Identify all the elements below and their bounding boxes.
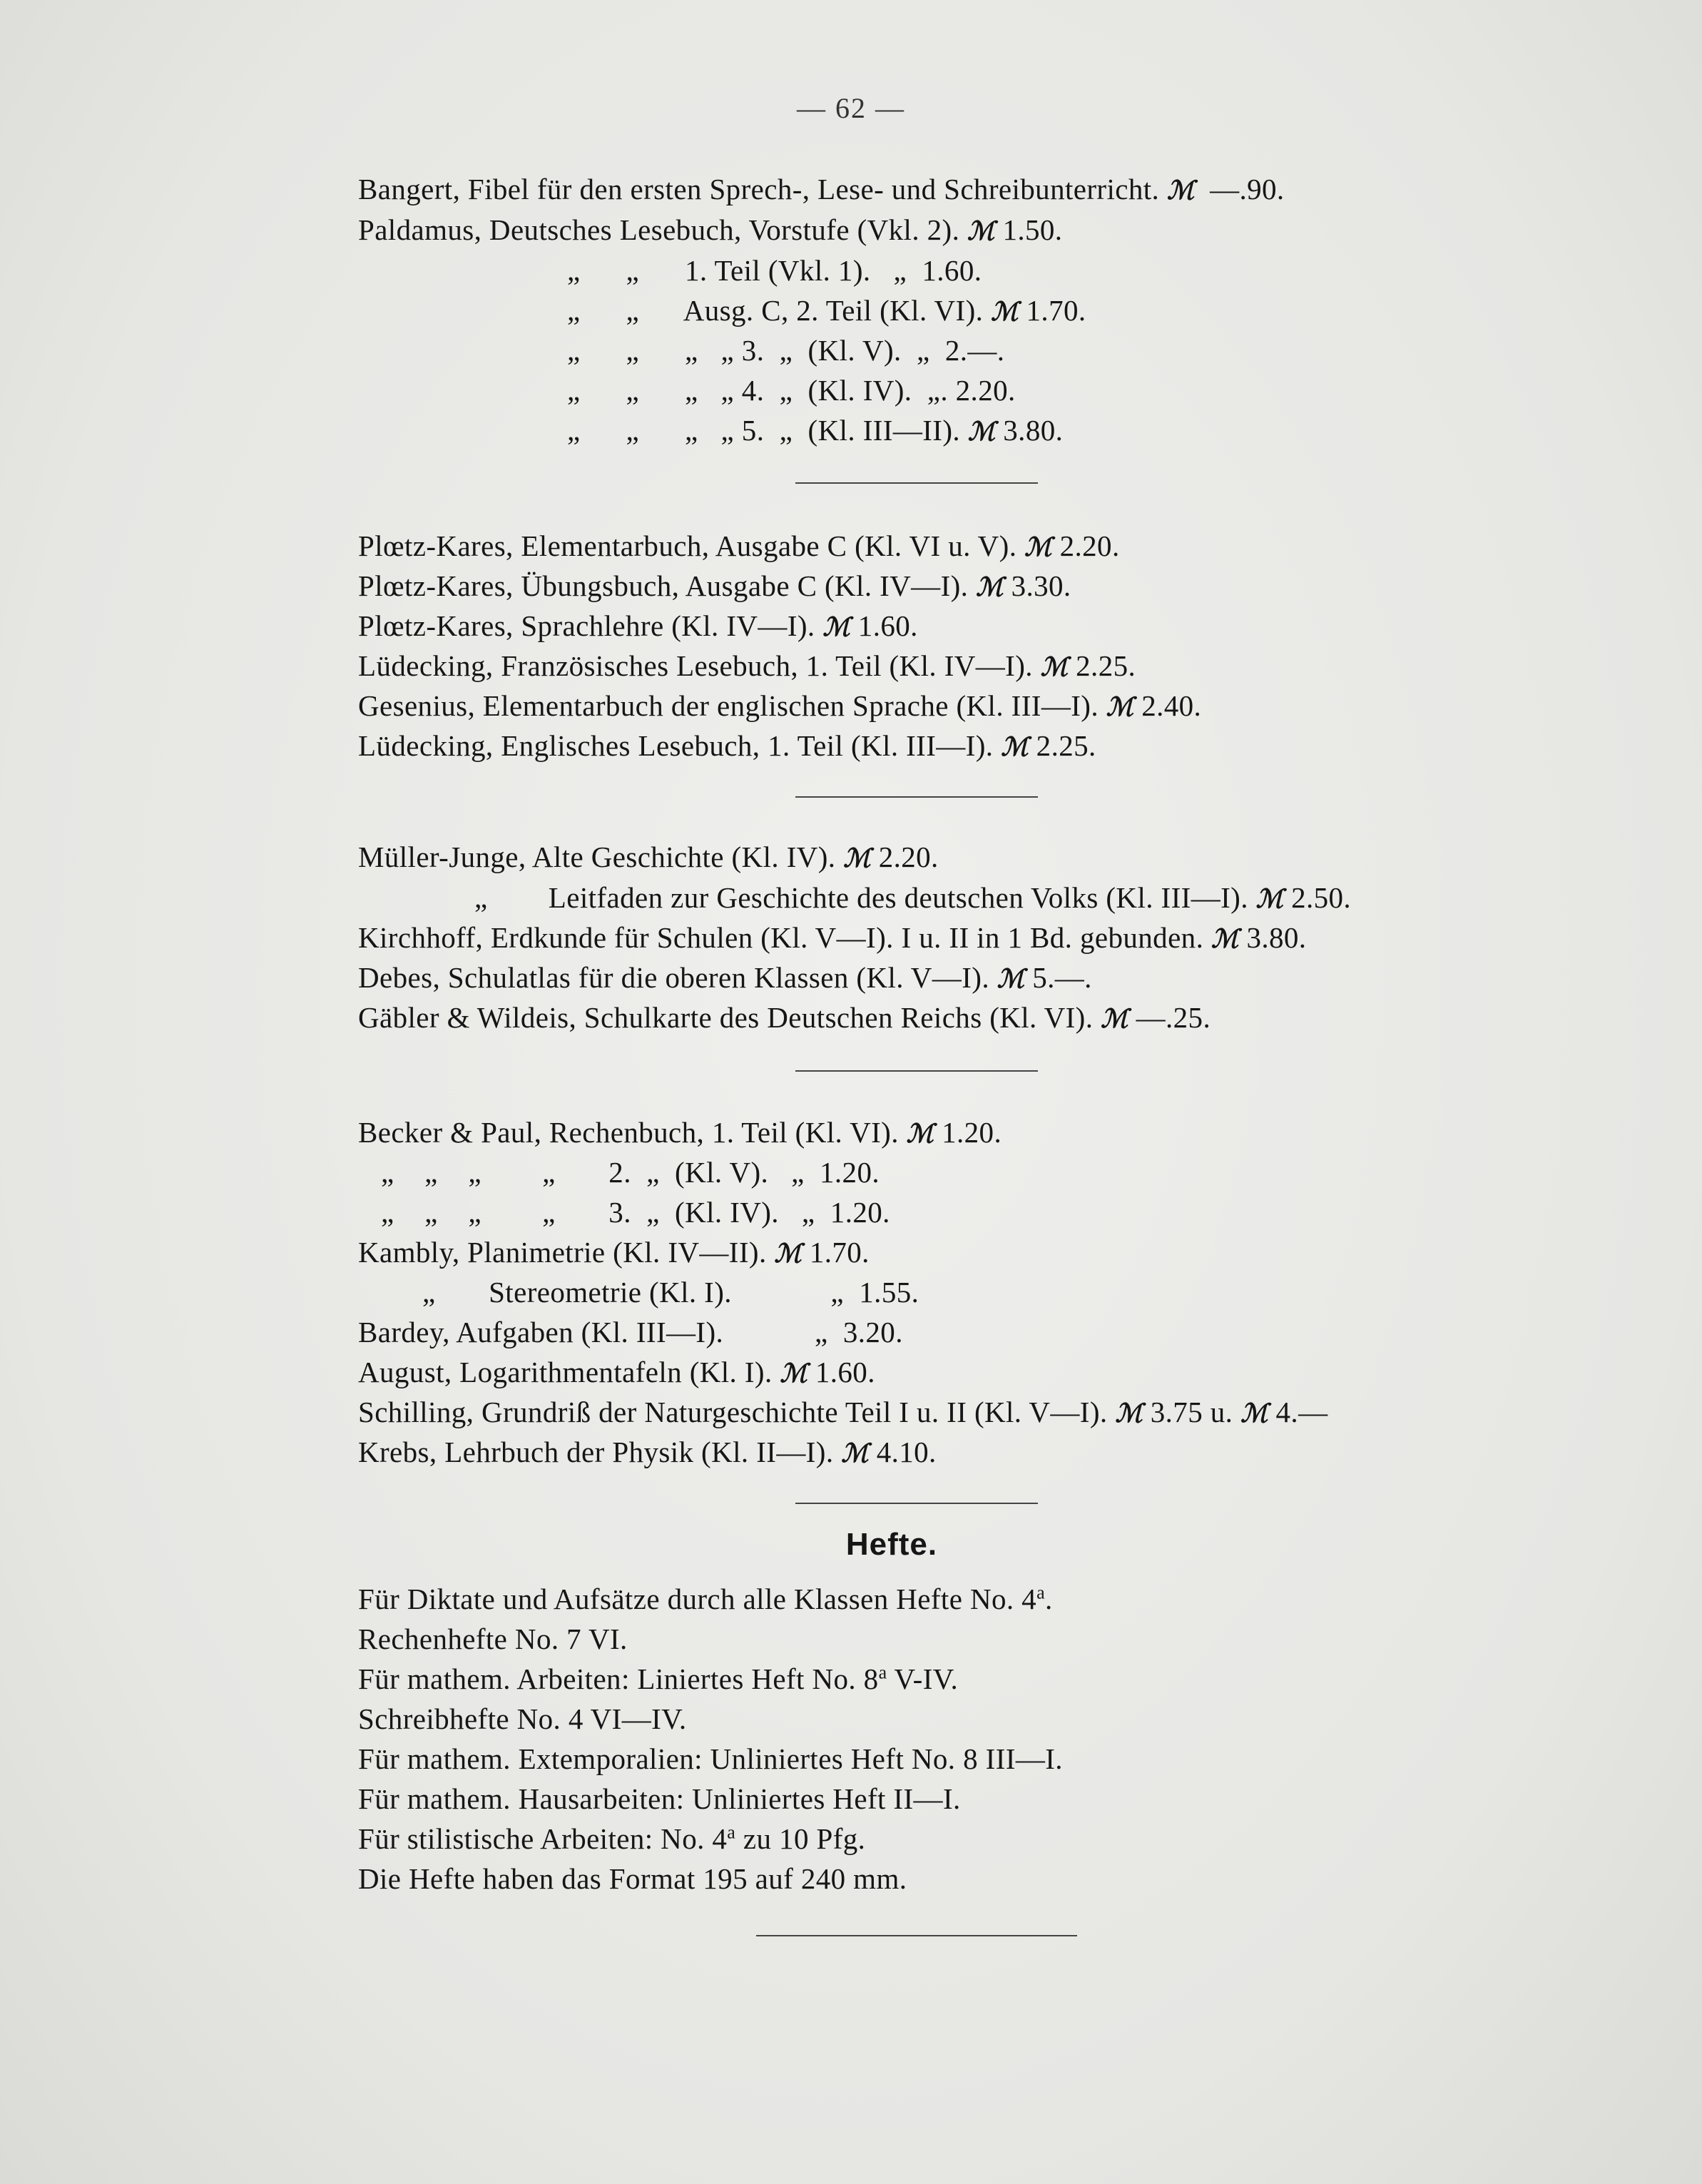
entry-bangert: Bangert, Fibel für den ersten Sprech-, Lese- und Schreibunterricht. ℳ —.90. xyxy=(358,173,1285,205)
entry-becker-paul-2: „ „ „ „ 2. „ (Kl. V). „ 1.20. xyxy=(358,1156,880,1189)
mark-symbol: ℳ xyxy=(1101,1004,1128,1034)
entry-schilling: Schilling, Grundriß der Naturgeschichte Teil I u. II (Kl. V—I). ℳ 3.75 u. ℳ 4.— xyxy=(358,1396,1328,1428)
hefte-heading: Hefte. xyxy=(845,1527,938,1562)
entry-paldamus-teil1: „ „ 1. Teil (Vkl. 1). „ 1.60. xyxy=(567,254,982,287)
mark-symbol: ℳ xyxy=(1024,532,1052,562)
entry-kirchhoff: Kirchhoff, Erdkunde für Schulen (Kl. V—I). I u. II in 1 Bd. gebunden. ℳ 3.80. xyxy=(358,921,1307,954)
hefte-line: Für mathem. Arbeiten: Liniertes Heft No. 8$^a$ V-IV. xyxy=(358,1662,959,1695)
entry-bardey: Bardey, Aufgaben (Kl. III—I). „ 3.20. xyxy=(358,1316,903,1349)
entry-ploetz-elementarbuch: Plœtz-Kares, Elementarbuch, Ausgabe C (Kl. VI u. V). ℳ 2.20. xyxy=(358,529,1120,562)
mark-symbol: ℳ xyxy=(1166,176,1195,205)
hefte-line: Rechenhefte No. 7 VI. xyxy=(358,1622,628,1655)
entry-kambly-stereometrie: „ Stereometrie (Kl. I). „ 1.55. xyxy=(399,1276,919,1309)
mark-symbol: ℳ xyxy=(1240,1398,1268,1428)
entry-kambly-planimetrie: Kambly, Planimetrie (Kl. IV—II). ℳ 1.70. xyxy=(358,1236,870,1269)
entry-leitfaden: „ Leitfaden zur Geschichte des deutschen Volks (Kl. III—I). ℳ 2.50. xyxy=(474,881,1352,914)
entry-debes: Debes, Schulatlas für die oberen Klassen (Kl. V—I). ℳ 5.—. xyxy=(358,961,1092,994)
entry-gesenius: Gesenius, Elementarbuch der englischen Sprache (Kl. III—I). ℳ 2.40. xyxy=(358,689,1202,722)
entry-gaebler: Gäbler & Wildeis, Schulkarte des Deutschen Reichs (Kl. VI). ℳ —.25. xyxy=(358,1001,1211,1034)
mark-symbol: ℳ xyxy=(822,612,851,642)
mark-symbol: ℳ xyxy=(841,1438,870,1468)
mark-symbol: ℳ xyxy=(990,297,1019,327)
hefte-line: Für mathem. Hausarbeiten: Unliniertes Heft II—I. xyxy=(358,1782,961,1815)
entry-luedecking-franz: Lüdecking, Französisches Lesebuch, 1. Teil (Kl. IV—I). ℳ 2.25. xyxy=(358,649,1136,682)
hefte-line: Die Hefte haben das Format 195 auf 240 mm. xyxy=(358,1862,907,1895)
entry-paldamus-ausg-c-5: „ „ „ „ 5. „ (Kl. III—II). ℳ 3.80. xyxy=(567,414,1064,447)
mark-symbol: ℳ xyxy=(1001,732,1029,762)
hefte-line: Schreibhefte No. 4 VI—IV. xyxy=(358,1702,687,1735)
entry-ploetz-sprachlehre: Plœtz-Kares, Sprachlehre (Kl. IV—I). ℳ 1.60. xyxy=(358,609,918,642)
mark-symbol: ℳ xyxy=(997,964,1025,994)
mark-symbol: ℳ xyxy=(1255,884,1284,914)
separator xyxy=(795,796,1038,798)
separator xyxy=(795,482,1038,484)
mark-symbol: ℳ xyxy=(967,216,995,246)
mark-symbol: ℳ xyxy=(780,1358,808,1388)
mark-symbol: ℳ xyxy=(1115,1398,1143,1428)
mark-symbol: ℳ xyxy=(1106,692,1134,722)
entry-august: August, Logarithmentafeln (Kl. I). ℳ 1.60. xyxy=(358,1356,875,1388)
hefte-line: Für Diktate und Aufsätze durch alle Klassen Hefte No. 4$^a$. xyxy=(358,1582,1053,1615)
hefte-line: Für mathem. Extemporalien: Unliniertes Heft No. 8 III—I. xyxy=(358,1742,1063,1775)
entry-paldamus-ausg-c-4: „ „ „ „ 4. „ (Kl. IV). „. 2.20. xyxy=(567,374,1016,407)
separator xyxy=(795,1070,1038,1072)
mark-symbol: ℳ xyxy=(1040,652,1069,682)
mark-symbol: ℳ xyxy=(774,1239,802,1269)
mark-symbol: ℳ xyxy=(843,843,872,873)
page-number: — 62 — xyxy=(797,92,905,124)
mark-symbol: ℳ xyxy=(976,572,1004,602)
separator xyxy=(756,1935,1077,1936)
entry-paldamus-ausg-c-3: „ „ „ „ 3. „ (Kl. V). „ 2.—. xyxy=(567,334,1005,367)
entry-mueller-junge: Müller-Junge, Alte Geschichte (Kl. IV). ℳ 2.20. xyxy=(358,840,939,873)
entry-paldamus-ausg-c-2: „ „ Ausg. C, 2. Teil (Kl. VI). ℳ 1.70. xyxy=(567,294,1086,327)
entry-luedecking-engl: Lüdecking, Englisches Lesebuch, 1. Teil (Kl. III—I). ℳ 2.25. xyxy=(358,729,1096,762)
entry-ploetz-uebungsbuch: Plœtz-Kares, Übungsbuch, Ausgabe C (Kl. IV—I). ℳ 3.30. xyxy=(358,569,1071,602)
mark-symbol: ℳ xyxy=(967,417,996,447)
separator xyxy=(795,1503,1038,1504)
entry-paldamus-vorstufe: Paldamus, Deutsches Lesebuch, Vorstufe (Vkl. 2). ℳ 1.50. xyxy=(358,213,1063,246)
hefte-line: Für stilistische Arbeiten: No. 4$^a$ zu 10 Pfg. xyxy=(358,1822,866,1855)
mark-symbol: ℳ xyxy=(906,1119,934,1149)
entry-becker-paul-1: Becker & Paul, Rechenbuch, 1. Teil (Kl. VI). ℳ 1.20. xyxy=(358,1116,1002,1149)
entry-krebs: Krebs, Lehrbuch der Physik (Kl. II—I). ℳ 4.10. xyxy=(358,1436,937,1468)
entry-becker-paul-3: „ „ „ „ 3. „ (Kl. IV). „ 1.20. xyxy=(358,1196,890,1229)
mark-symbol: ℳ xyxy=(1211,924,1239,954)
